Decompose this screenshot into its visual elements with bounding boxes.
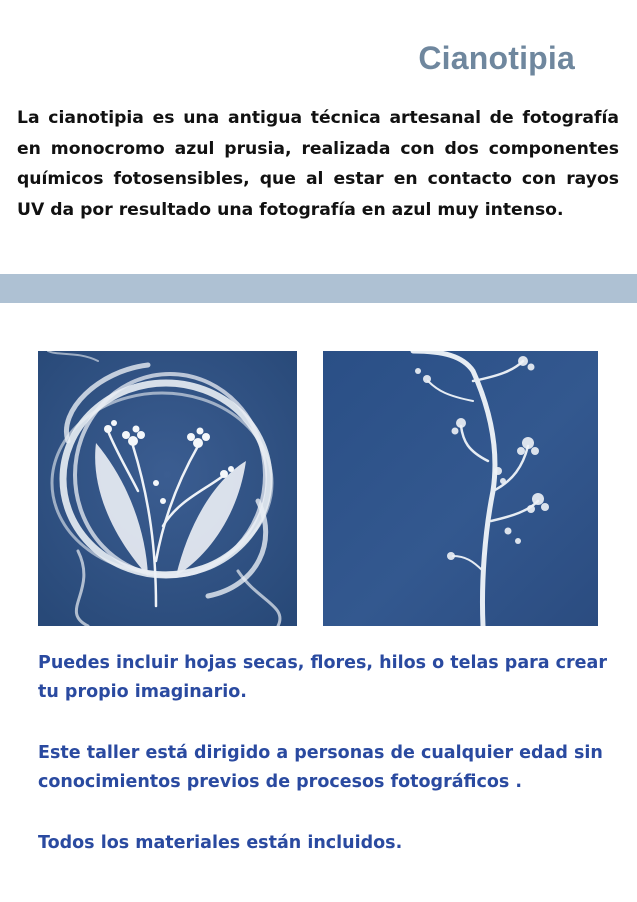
cyanotype-plant-image [323,351,598,626]
info-paragraph-materials: Puedes incluir hojas secas, flores, hilos o telas para crear tu propio imaginario. [38,653,607,702]
intro-paragraph: La cianotipia es una antigua técnica artesanal de fotografía en monocromo azul prusia, realizada con dos componentes químicos fotosensibles, que al estar en contacto con rayos UV da por resultado una fotografía en azul muy intenso. [17,108,619,220]
cyanotype-wreath-image [38,351,297,626]
decorative-band [0,274,637,303]
info-paragraph-audience: Este taller está dirigido a personas de cualquier edad sin conocimientos previos de procesos fotográficos . [38,743,603,792]
page-title: Cianotipia [418,40,575,76]
info-paragraph-included: Todos los materiales están incluidos. [38,833,403,853]
